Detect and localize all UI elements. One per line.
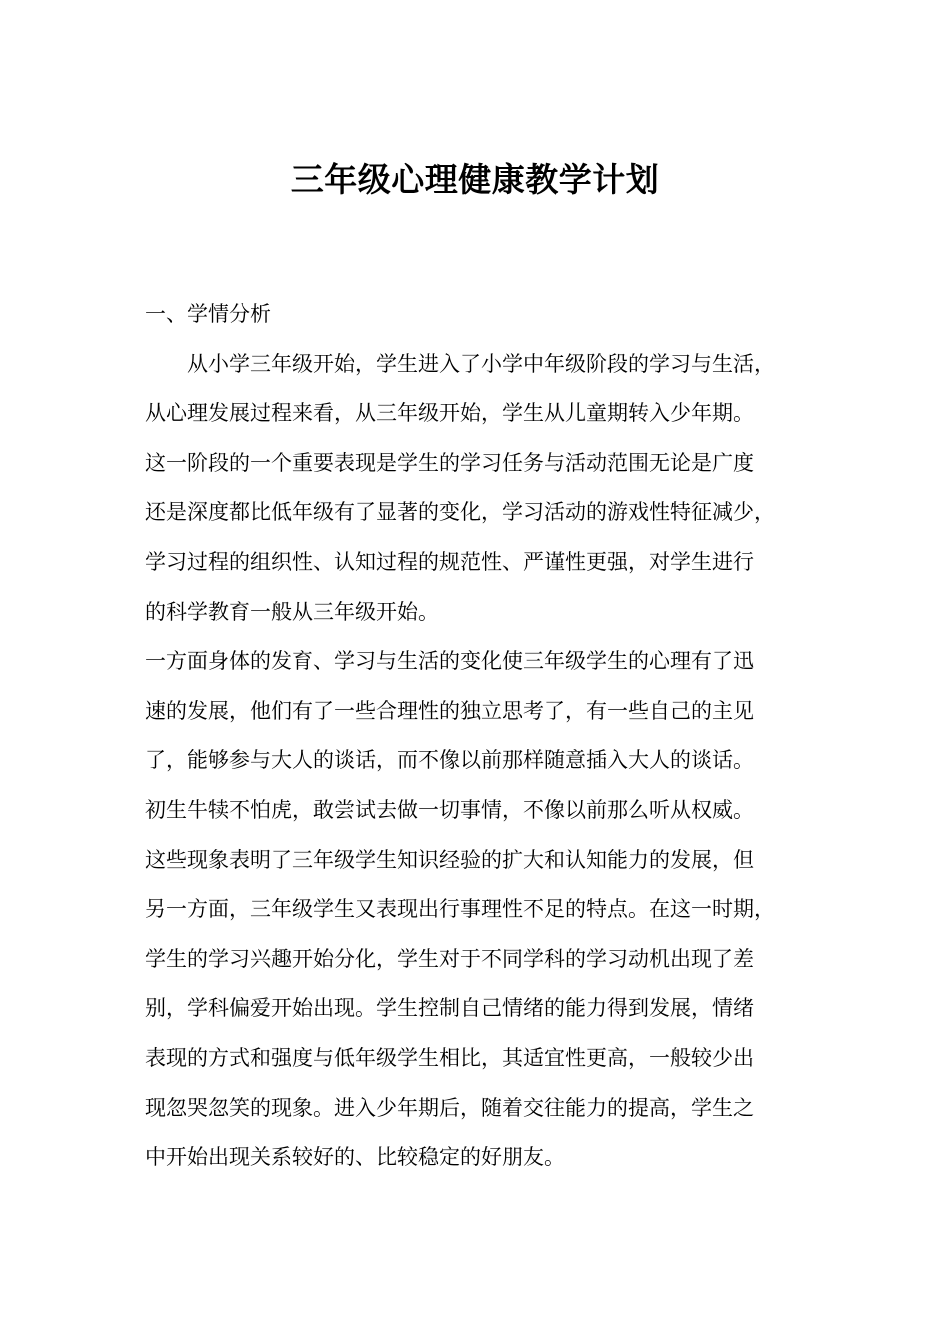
- paragraph-line: 表现的方式和强度与低年级学生相比，其适宜性更高，一般较少出: [145, 1045, 754, 1070]
- paragraph-line: 一方面身体的发育、学习与生活的变化使三年级学生的心理有了迅: [145, 649, 754, 674]
- document-title: 三年级心理健康教学计划: [290, 160, 660, 199]
- paragraph-line: 现忽哭忽笑的现象。进入少年期后，随着交往能力的提高，学生之: [145, 1095, 754, 1120]
- paragraph-line: 这些现象表明了三年级学生知识经验的扩大和认知能力的发展，但: [145, 847, 754, 872]
- paragraph-line: 别，学科偏爱开始出现。学生控制自己情绪的能力得到发展，情绪: [145, 996, 754, 1021]
- document-body: [145, 290, 835, 1183]
- paragraph-line: 从小学三年级开始，学生进入了小学中年级阶段的学习与生活，: [187, 351, 775, 376]
- paragraph-line: 还是深度都比低年级有了显著的变化，学习活动的游戏性特征减少，: [145, 500, 775, 525]
- section-heading: 一、学情分析: [145, 302, 271, 326]
- paragraph-line: 学生的学习兴趣开始分化，学生对于不同学科的学习动机出现了差: [145, 946, 754, 971]
- paragraph-line: 另一方面，三年级学生又表现出行事理性不足的特点。在这一时期，: [145, 897, 775, 922]
- paragraph-line: 速的发展，他们有了一些合理性的独立思考了，有一些自己的主见: [145, 698, 754, 723]
- paragraph-line: 中开始出现关系较好的、比较稳定的好朋友。: [145, 1145, 565, 1170]
- paragraph-line: 从心理发展过程来看，从三年级开始，学生从儿童期转入少年期。: [145, 401, 754, 426]
- paragraph-line: 的科学教育一般从三年级开始。: [145, 599, 439, 624]
- paragraph-line: 初生牛犊不怕虎，敢尝试去做一切事情，不像以前那么听从权威。: [145, 797, 754, 822]
- paragraph-line: 学习过程的组织性、认知过程的规范性、严谨性更强，对学生进行: [145, 549, 754, 574]
- paragraph-line: 了，能够参与大人的谈话，而不像以前那样随意插入大人的谈话。: [145, 748, 754, 773]
- paragraph-line: 这一阶段的一个重要表现是学生的学习任务与活动范围无论是广度: [145, 450, 754, 475]
